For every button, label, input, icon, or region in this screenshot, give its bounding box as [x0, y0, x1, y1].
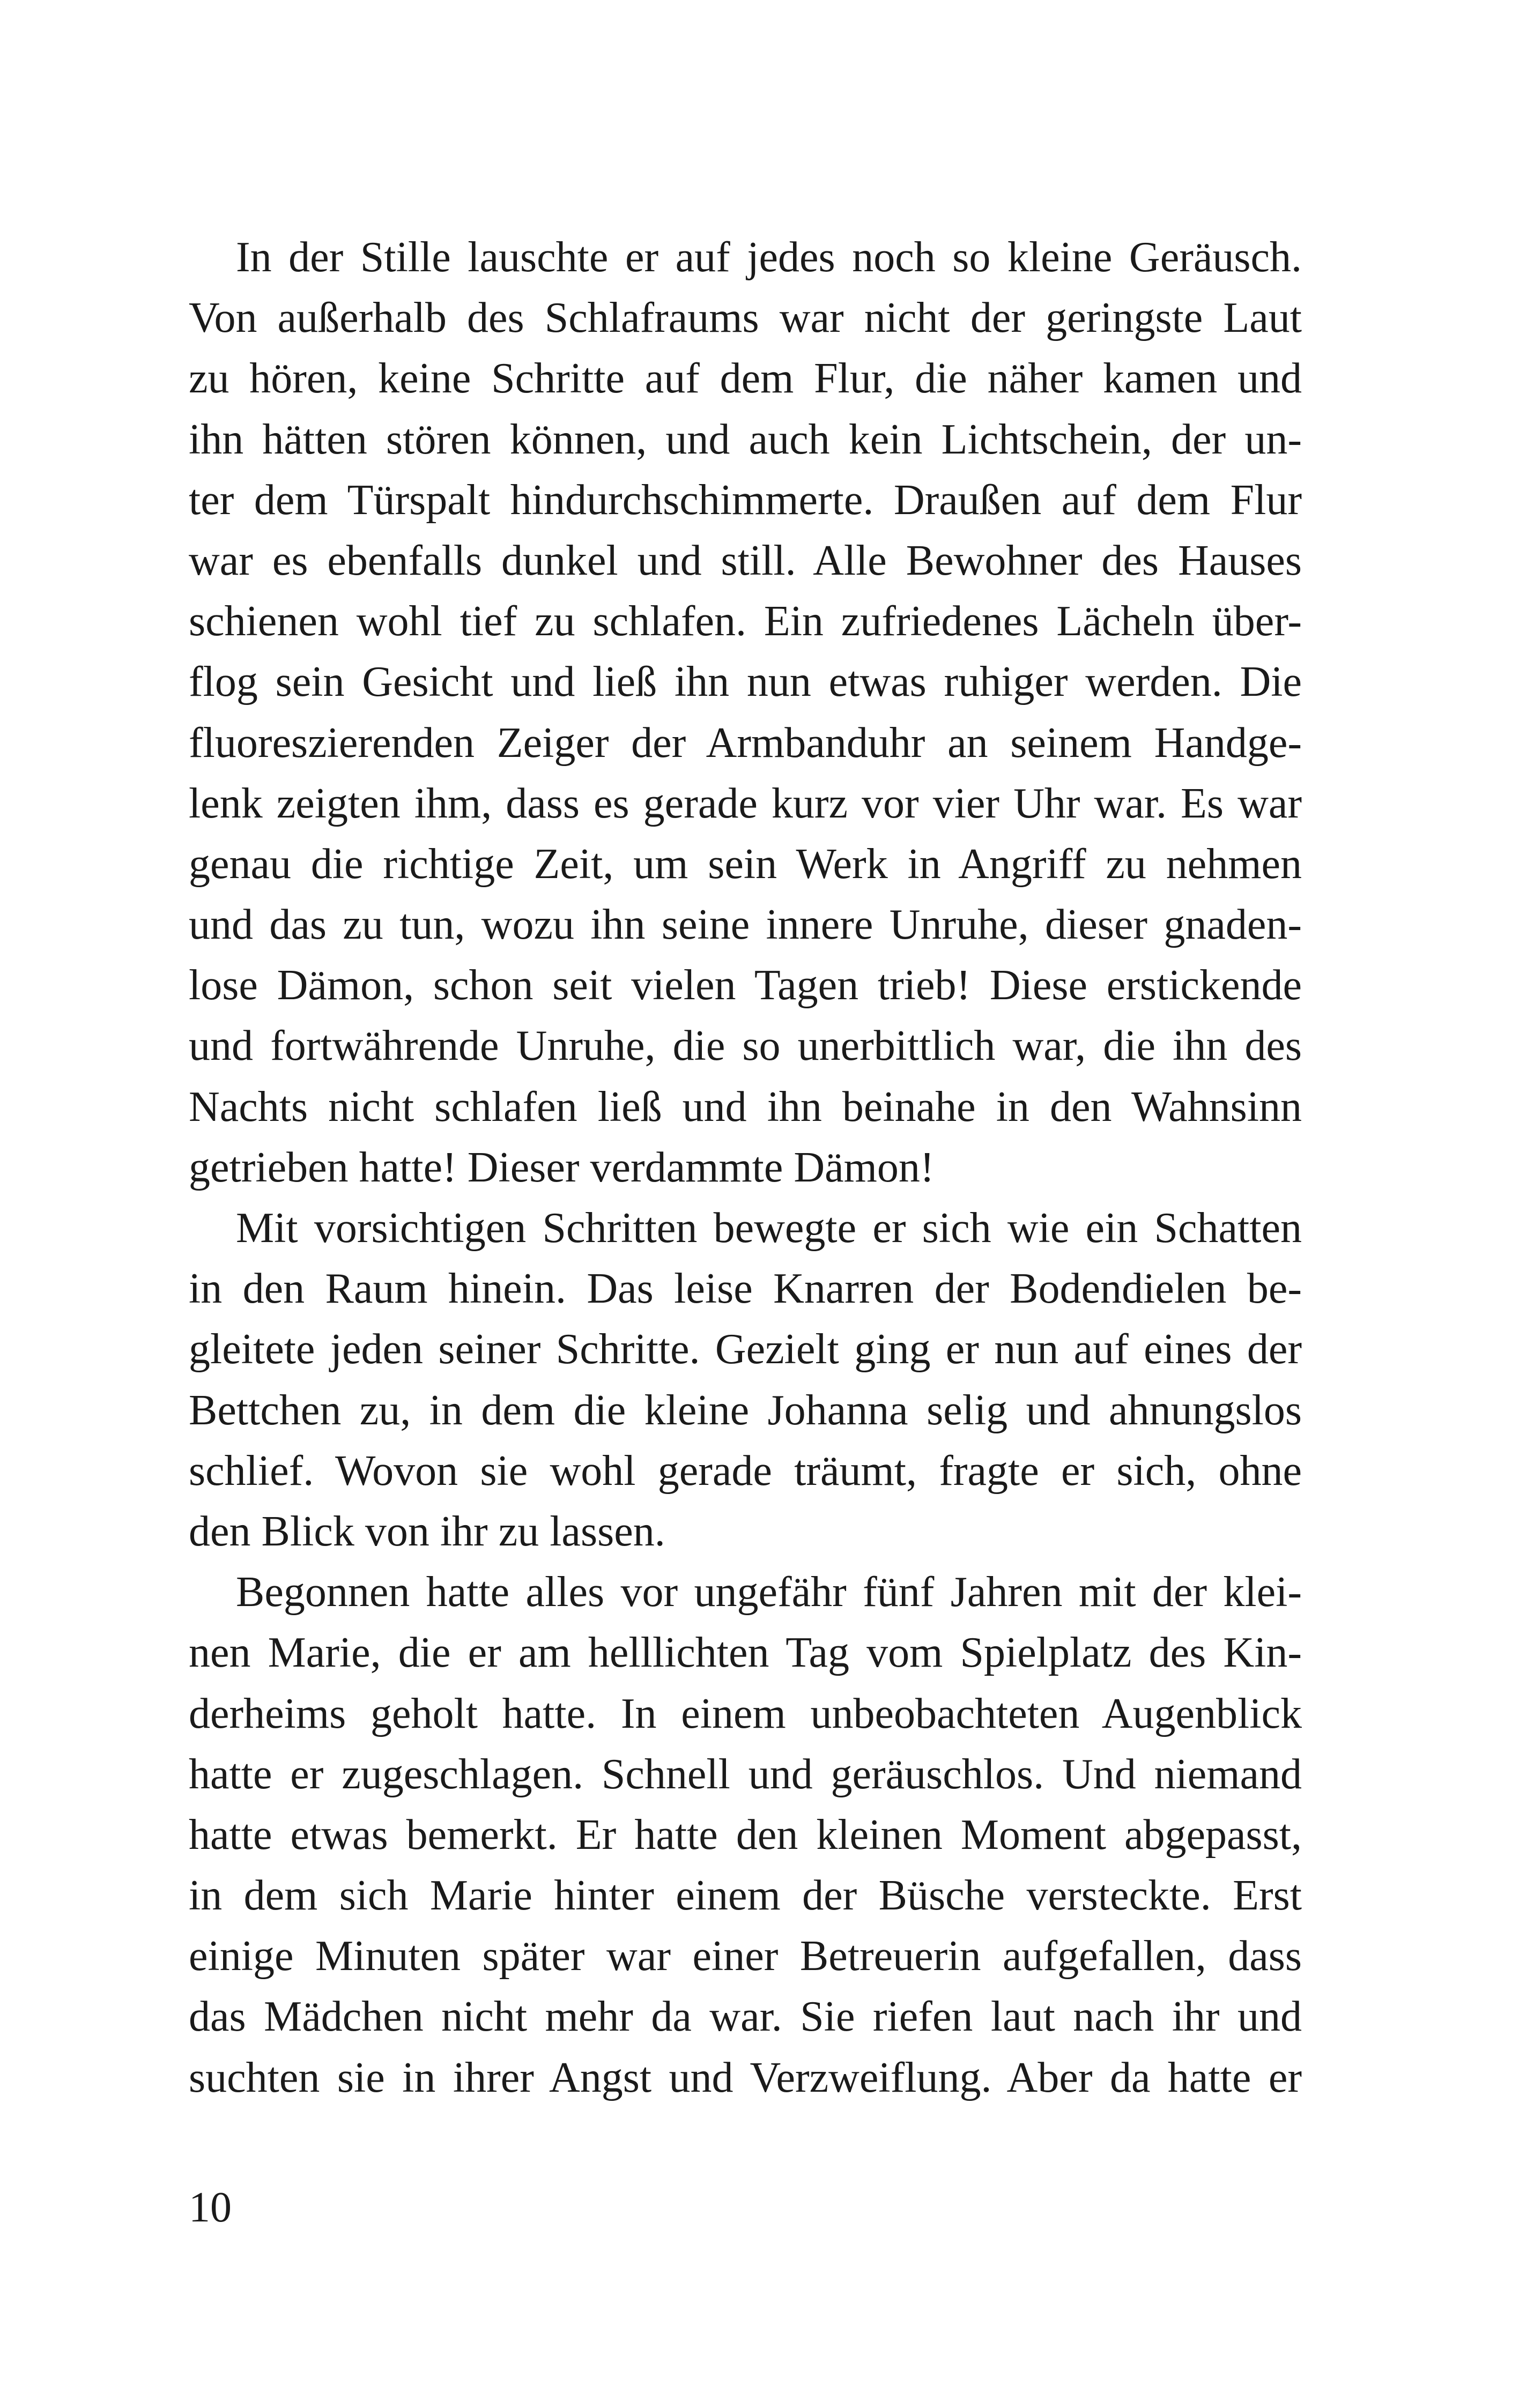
text-line: Von außerhalb des Schlafraums war nicht der geringste Laut: [189, 294, 1302, 342]
text-line: genau die richtige Zeit, um sein Werk in Angriff zu nehmen: [189, 840, 1302, 888]
text-line: Nachts nicht schlafen ließ und ihn beinahe in den Wahnsinn: [189, 1083, 1302, 1131]
text-line: gleitete jeden seiner Schritte. Gezielt ging er nun auf eines der: [189, 1326, 1302, 1373]
text-line: fluoreszierenden Zeiger der Armbanduhr an seinem Handge-: [189, 719, 1302, 767]
text-line: das Mädchen nicht mehr da war. Sie riefen laut nach ihr und: [189, 1993, 1302, 2041]
text-line: ter dem Türspalt hindurchschimmerte. Draußen auf dem Flur: [189, 476, 1302, 524]
body-text: [189, 227, 1302, 2108]
text-line: in den Raum hinein. Das leise Knarren der Bodendielen be-: [189, 1265, 1302, 1313]
text-line: getrieben hatte! Dieser verdammte Dämon!: [189, 1143, 935, 1191]
text-line: den Blick von ihr zu lassen.: [189, 1507, 665, 1555]
text-line: lose Dämon, schon seit vielen Tagen trieb! Diese erstickende: [189, 962, 1302, 1009]
text-line: derheims geholt hatte. In einem unbeobachteten Augenblick: [189, 1690, 1302, 1737]
text-line: hatte er zugeschlagen. Schnell und geräuschlos. Und niemand: [189, 1750, 1302, 1798]
text-line: nen Marie, die er am helllichten Tag vom Spielplatz des Kin-: [189, 1629, 1302, 1677]
text-line: In der Stille lauschte er auf jedes noch so kleine Geräusch.: [236, 234, 1302, 281]
text-line: Mit vorsichtigen Schritten bewegte er sich wie ein Schatten: [236, 1205, 1302, 1252]
text-line: Bettchen zu, in dem die kleine Johanna selig und ahnungslos: [189, 1386, 1302, 1434]
text-line: hatte etwas bemerkt. Er hatte den kleinen Moment abgepasst,: [189, 1811, 1302, 1859]
text-line: suchten sie in ihrer Angst und Verzweiflung. Aber da hatte er: [189, 2054, 1302, 2101]
text-line: einige Minuten später war einer Betreuerin aufgefallen, dass: [189, 1933, 1302, 1980]
text-line: Begonnen hatte alles vor ungefähr fünf Jahren mit der klei-: [236, 1569, 1302, 1616]
text-line: schienen wohl tief zu schlafen. Ein zufriedenes Lächeln über-: [189, 598, 1302, 645]
page-number: 10: [189, 2184, 232, 2231]
text-line: und fortwährende Unruhe, die so unerbittlich war, die ihn des: [189, 1022, 1302, 1070]
text-line: war es ebenfalls dunkel und still. Alle Bewohner des Hauses: [189, 537, 1302, 584]
text-line: schlief. Wovon sie wohl gerade träumt, fragte er sich, ohne: [189, 1447, 1302, 1495]
text-line: ihn hätten stören können, und auch kein Lichtschein, der un-: [189, 415, 1302, 463]
text-line: in dem sich Marie hinter einem der Büsche versteckte. Erst: [189, 1872, 1302, 1920]
text-line: lenk zeigten ihm, dass es gerade kurz vor vier Uhr war. Es war: [189, 779, 1302, 827]
text-line: und das zu tun, wozu ihn seine innere Unruhe, dieser gnaden-: [189, 901, 1302, 949]
text-line: flog sein Gesicht und ließ ihn nun etwas ruhiger werden. Die: [189, 658, 1302, 706]
text-line: zu hören, keine Schritte auf dem Flur, die näher kamen und: [189, 355, 1302, 403]
